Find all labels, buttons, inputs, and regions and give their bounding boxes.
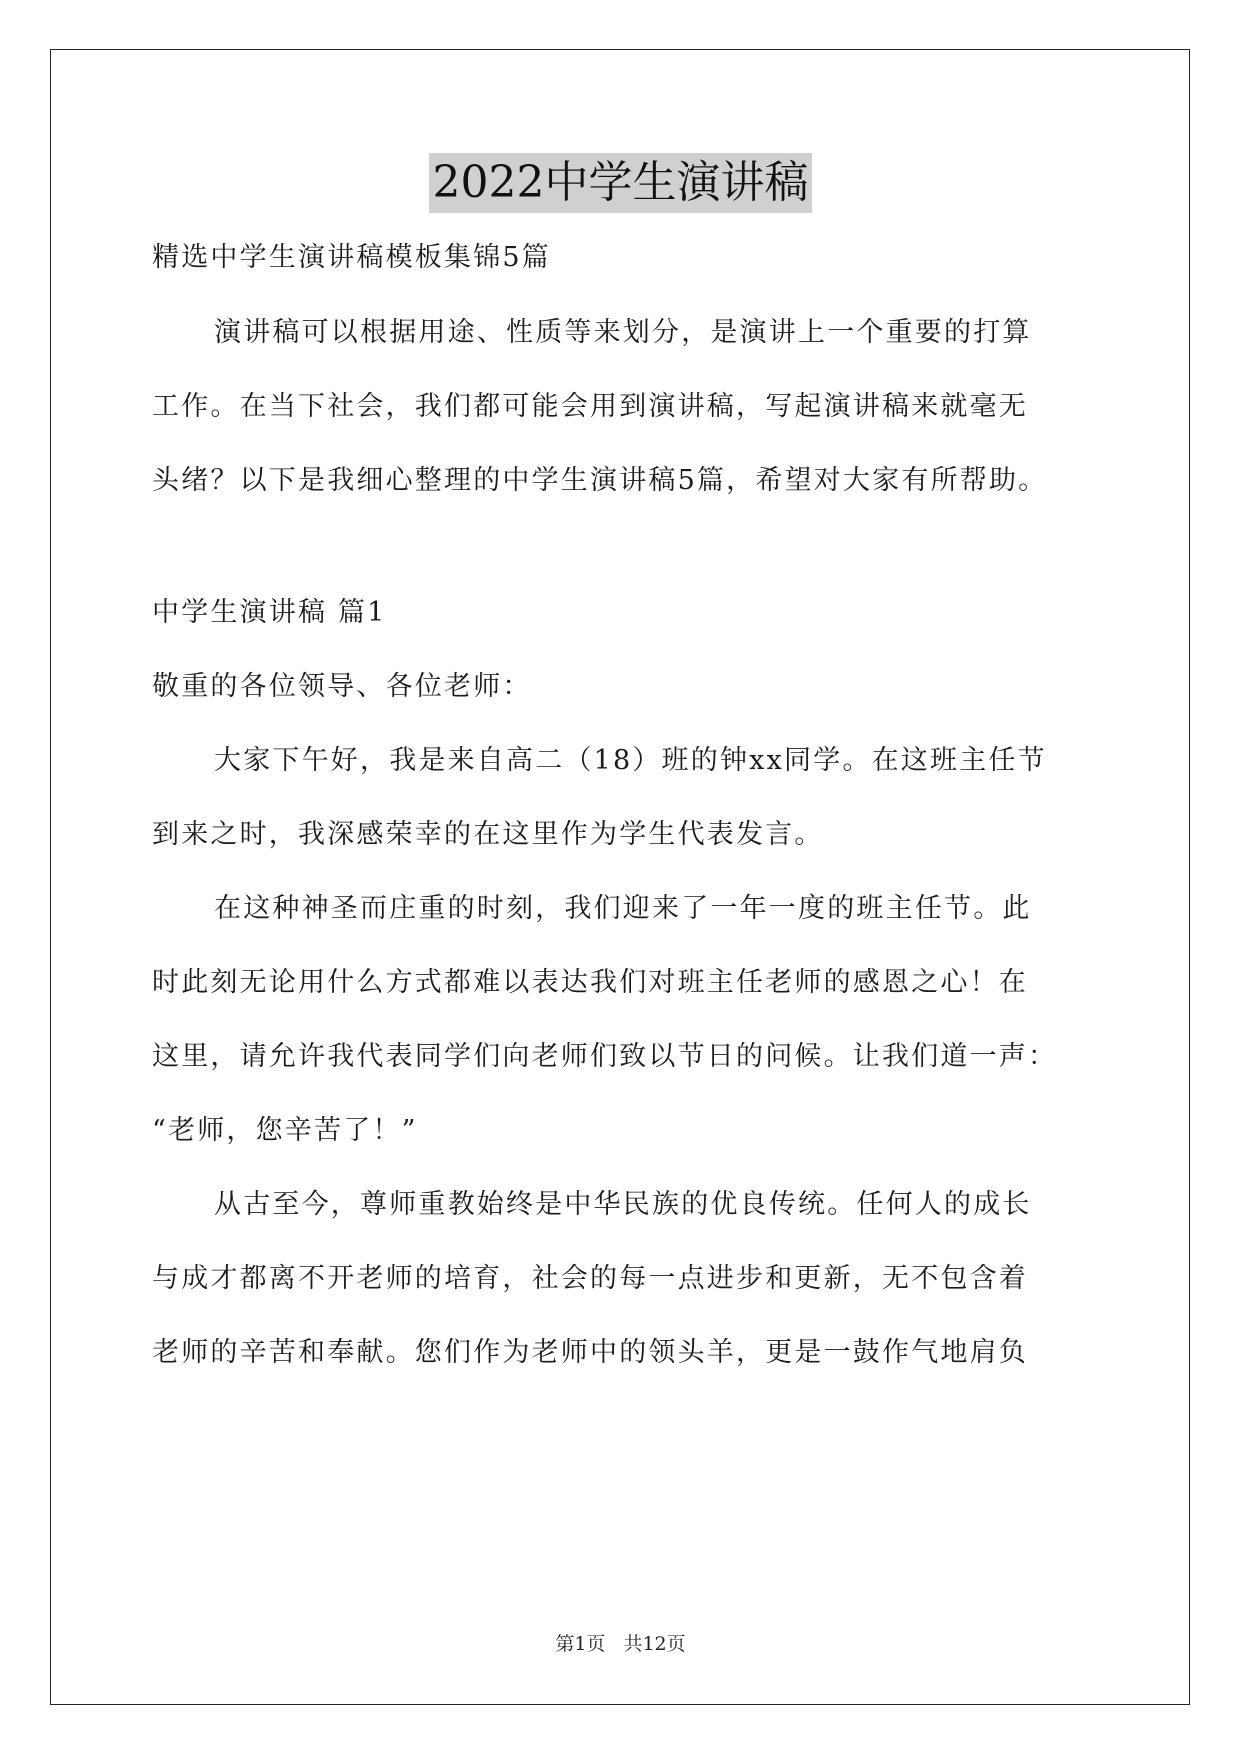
- para1-line-1: 大家下午好，我是来自高二（18）班的钟xx同学。在这班主任节: [214, 745, 1047, 776]
- para3-line-1: 从古至今，尊师重教始终是中华民族的优良传统。任何人的成长: [214, 1189, 1032, 1220]
- para2-line-4: “老师，您辛苦了！”: [152, 1115, 418, 1146]
- para2-line-2: 时此刻无论用什么方式都难以表达我们对班主任老师的感恩之心！在: [152, 967, 1028, 998]
- para3-line-2: 与成才都离不开老师的培育，社会的每一点进步和更新，无不包含着: [152, 1263, 1028, 1294]
- document-subtitle: 精选中学生演讲稿模板集锦5篇: [152, 242, 551, 273]
- salutation: 敬重的各位领导、各位老师：: [152, 671, 532, 702]
- para3-line-3: 老师的辛苦和奉献。您们作为老师中的领头羊，更是一鼓作气地肩负: [152, 1337, 1028, 1368]
- intro-line-1: 演讲稿可以根据用途、性质等来划分，是演讲上一个重要的打算: [214, 317, 1032, 348]
- document-title: 2022中学生演讲稿: [429, 153, 813, 213]
- section-heading: 中学生演讲稿 篇1: [152, 597, 387, 628]
- page-number: 第1页: [555, 1633, 606, 1655]
- para2-line-1: 在这种神圣而庄重的时刻，我们迎来了一年一度的班主任节。此: [214, 893, 1032, 924]
- page-footer: [0, 1632, 1241, 1656]
- para2-line-3: 这里，请允许我代表同学们向老师们致以节日的问候。让我们道一声：: [152, 1041, 1058, 1072]
- document-body: [152, 238, 1092, 1372]
- page-total: 共12页: [623, 1633, 686, 1655]
- title-wrap: [0, 153, 1241, 213]
- para1-line-2: 到来之时，我深感荣幸的在这里作为学生代表发言。: [152, 819, 824, 850]
- intro-line-2: 工作。在当下社会，我们都可能会用到演讲稿，写起演讲稿来就毫无: [152, 391, 1028, 422]
- intro-line-3: 头绪？以下是我细心整理的中学生演讲稿5篇，希望对大家有所帮助。: [152, 465, 1048, 496]
